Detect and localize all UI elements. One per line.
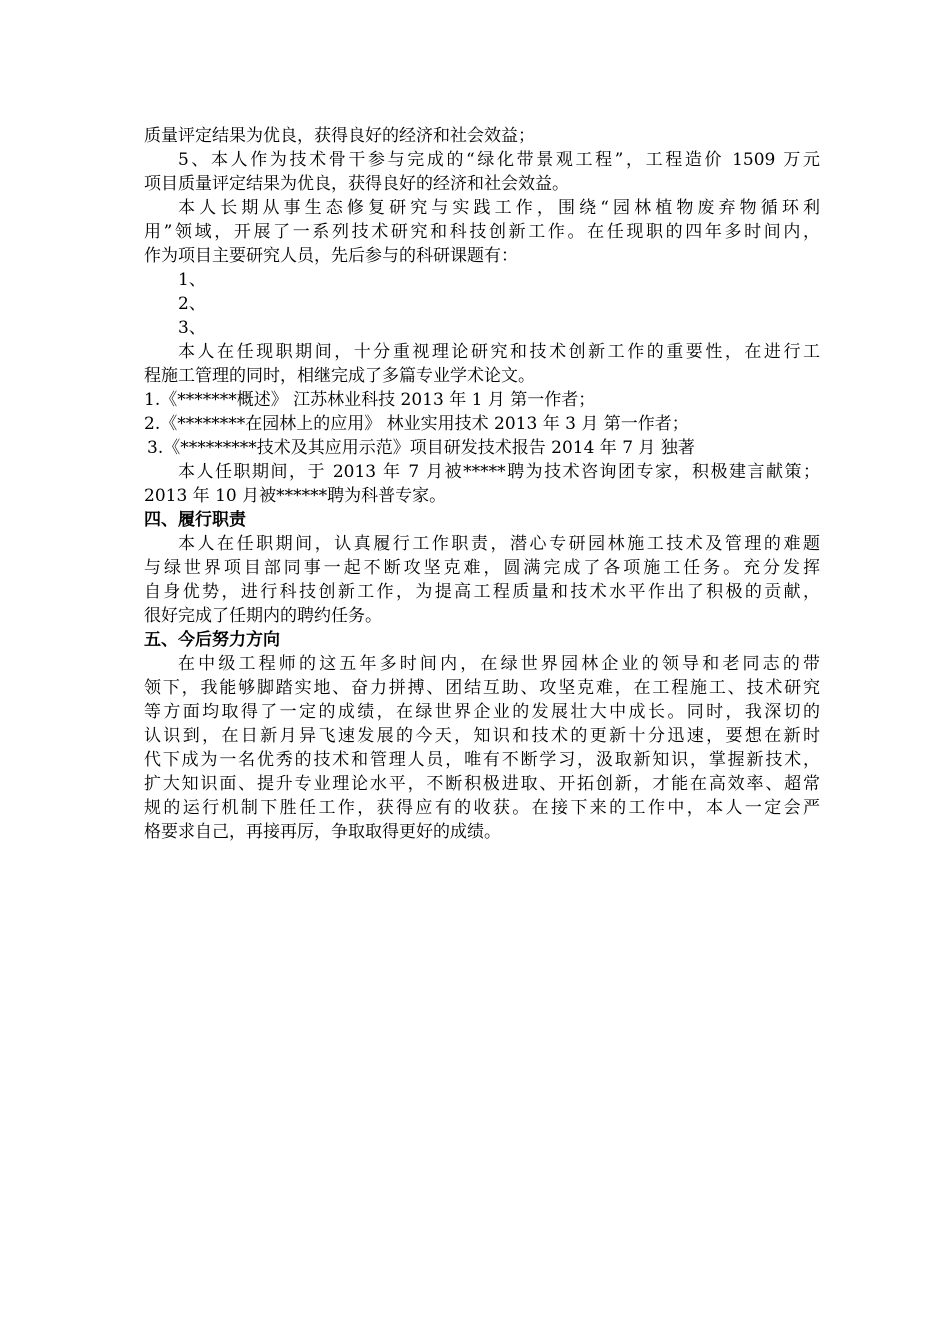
- paragraph-line: 自身优势，进行科技创新工作，为提高工程质量和技术水平作出了积极的贡献，: [144, 582, 820, 602]
- paragraph-line: 质量评定结果为优良，获得良好的经济和社会效益；: [144, 126, 535, 146]
- expert-paragraph: 本人任职期间，于 2013 年 7 月被*****聘为技术咨询团专家，积极建言献策；: [178, 462, 820, 482]
- research-paragraph: 本人长期从事生态修复研究与实践工作，围绕“园林植物废弃物循环利: [178, 198, 820, 218]
- papers-intro-paragraph: 本人在任现职期间，十分重视理论研究和技术创新工作的重要性，在进行工: [178, 342, 820, 362]
- paragraph-line: 等方面均取得了一定的成绩，在绿世界企业的发展壮大中成长。同时，我深切的: [144, 702, 820, 722]
- paragraph-line: 扩大知识面、提升专业理论水平，不断积极进取、开拓创新，才能在高效率、超常: [144, 774, 820, 794]
- duties-paragraph: 本人在任职期间，认真履行工作职责，潜心专研园林施工技术及管理的难题: [178, 534, 820, 554]
- paragraph-line: 与绿世界项目部同事一起不断攻坚克难，圆满完成了各项施工任务。充分发挥: [144, 558, 820, 578]
- paper-reference-item: 2.《********在园林上的应用》 林业实用技术 2013 年 3 月 第一作者；: [144, 414, 689, 434]
- paragraph-line: 2013 年 10 月被******聘为科普专家。: [144, 486, 447, 506]
- paragraph-line: 作为项目主要研究人员，先后参与的科研课题有：: [144, 246, 518, 266]
- achievement-item-5: 5、本人作为技术骨干参与完成的“绿化带景观工程”，工程造价 1509 万元: [178, 150, 820, 170]
- paragraph-line: 程施工管理的同时，相继完成了多篇专业学术论文。: [144, 366, 535, 386]
- paragraph-line: 领下，我能够脚踏实地、奋力拼搏、团结互助、攻坚克难，在工程施工、技术研究: [144, 678, 820, 698]
- document-body: [144, 124, 820, 844]
- paragraph-line: 很好完成了任期内的聘约任务。: [144, 606, 382, 626]
- paragraph-line: 用”领域，开展了一系列技术研究和科技创新工作。在任现职的四年多时间内，: [144, 222, 820, 242]
- paper-reference-item: 1.《*******概述》 江苏林业科技 2013 年 1 月 第一作者；: [144, 390, 596, 410]
- paper-reference-item: 3.《*********技术及其应用示范》项目研发技术报告 2014 年 7 月 独著: [147, 438, 695, 458]
- section-heading-future: 五、今后努力方向: [144, 630, 280, 650]
- research-topic-item: 3、: [178, 318, 206, 338]
- paragraph-line: 认识到，在日新月异飞速发展的今天，知识和技术的更新十分迅速，要想在新时: [144, 726, 820, 746]
- research-topic-item: 2、: [178, 294, 206, 314]
- research-topic-item: 1、: [178, 270, 206, 290]
- future-paragraph: 在中级工程师的这五年多时间内，在绿世界园林企业的领导和老同志的带: [178, 654, 820, 674]
- paragraph-line: 项目质量评定结果为优良，获得良好的经济和社会效益。: [144, 174, 569, 194]
- section-heading-duties: 四、履行职责: [144, 510, 246, 530]
- paragraph-line: 代下成为一名优秀的技术和管理人员，唯有不断学习，汲取新知识，掌握新技术，: [144, 750, 820, 770]
- paragraph-line: 格要求自己，再接再厉，争取取得更好的成绩。: [144, 822, 501, 842]
- paragraph-line: 规的运行机制下胜任工作，获得应有的收获。在接下来的工作中，本人一定会严: [144, 798, 820, 818]
